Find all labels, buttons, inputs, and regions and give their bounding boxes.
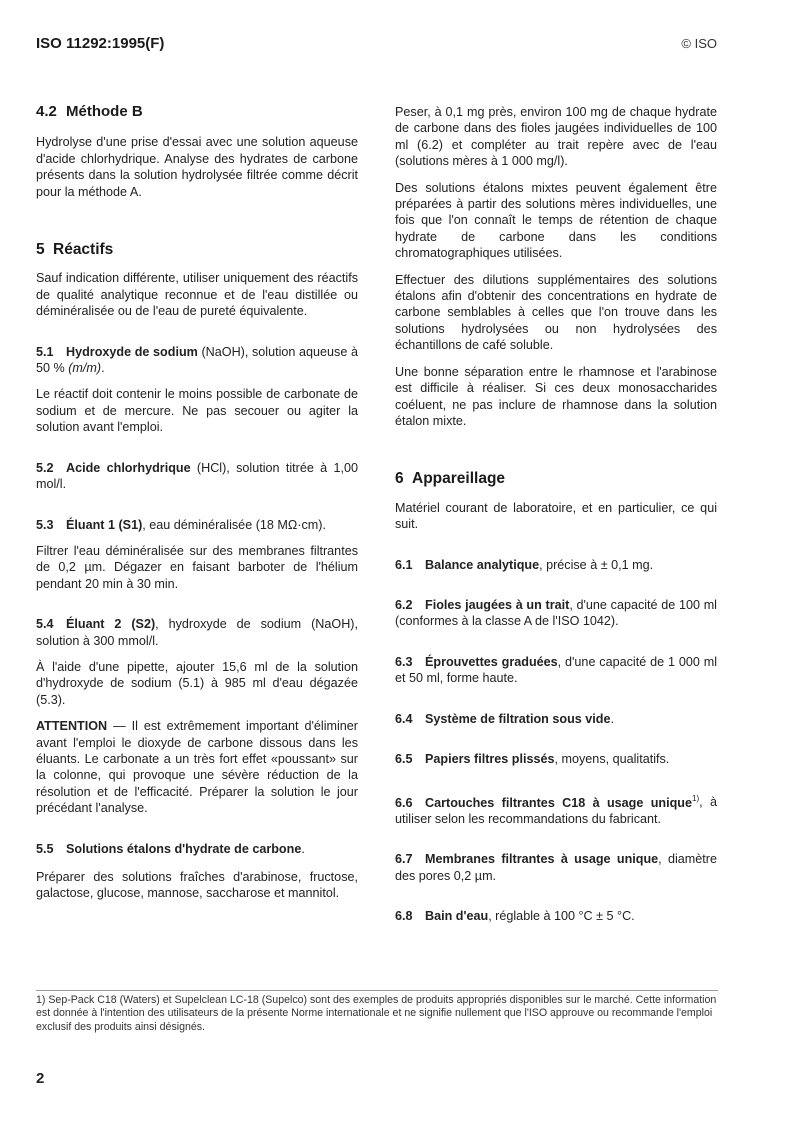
- clause-6-2: 6.2 Fioles jaugées à un trait, d'une capacité de 100 ml (conformes à la classe A de l'ISO 1042).: [395, 597, 717, 629]
- clause-6-3: 6.3 Éprouvettes graduées, d'une capacité de 1 000 ml et 50 ml, forme haute.: [395, 654, 717, 686]
- paragraph-5-4: À l'aide d'une pipette, ajouter 15,6 ml de la solution d'hydroxyde de sodium (5.1) à 985 ml d'eau dégazée (5.3).: [36, 659, 358, 707]
- clause-6-6: 6.6 Cartouches filtrantes C18 à usage unique$^{1)}$, à utiliser selon les recommandations du fabricant.: [395, 794, 717, 826]
- footnote-ref: 1): [692, 794, 700, 804]
- clause-5-4: 5.4 Éluant 2 (S2), hydroxyde de sodium (NaOH), solution à 300 mmol/l.: [36, 617, 358, 648]
- page-number: 2: [36, 1070, 45, 1087]
- paragraph-5-5-weigh: Peser, à 0,1 mg près, environ 100 mg de chaque hydrate de carbone dans des fioles jaugées individuelles de 100 ml (6.2) et compléter au trait repère avec de l'eau (solutions mères à 1 000 mg/l).: [395, 105, 717, 169]
- document-standard-id: ISO 11292:1995(F): [36, 35, 165, 52]
- paragraph-5-5: Préparer des solutions fraîches d'arabinose, fructose, galactose, glucose, mannose, saccharose et mannitol.: [36, 870, 358, 901]
- heading-4-2: 4.2 Méthode B: [36, 103, 143, 120]
- heading-6: 6 Appareillage: [395, 470, 506, 488]
- paragraph-5-1: Le réactif doit contenir le moins possible de carbonate de sodium et de mercure. Ne pas secouer ou agiter la solution avant l'emploi.: [36, 387, 358, 435]
- clause-5-3: 5.3 Éluant 1 (S1), eau déminéralisée (18 MΩ·cm).: [36, 517, 326, 532]
- paragraph-5-5-mixed: Des solutions étalons mixtes peuvent également être préparées à partir des solutions mères individuelles, une fois que l'on connaît le temps de rétention de chaque hydrate de carbone dans les conditions chromatographiques utilisées.: [395, 180, 717, 261]
- clause-6-4: 6.4 Système de filtration sous vide.: [395, 711, 614, 726]
- paragraph-6: Matériel courant de laboratoire, et en particulier, ce qui suit.: [395, 500, 717, 532]
- clause-6-5: 6.5 Papiers filtres plissés, moyens, qualitatifs.: [395, 751, 670, 766]
- clause-6-8: 6.8 Bain d'eau, réglable à 100 °C ± 5 °C.: [395, 909, 635, 924]
- right-column: [395, 104, 717, 925]
- paragraph-5-3: Filtrer l'eau déminéralisée sur des membranes filtrantes de 0,2 µm. Dégazer en faisant barboter de l'hélium pendant 20 min à 30 min.: [36, 543, 358, 591]
- paragraph-5-5-separation: Une bonne séparation entre le rhamnose et l'arabinose est difficile à réaliser. Si ces deux monosaccharides coéluent, ne pas inclure de rhamnose dans la solution étalon mixte.: [395, 364, 717, 428]
- footnote: 1) Sep-Pack C18 (Waters) et Supelclean LC-18 (Supelco) sont des exemples de produits appropriés disponibles sur le marché. Cette information est donnée à l'intention des utilisateurs de la présente Norme internationale et ne signifie nullement que l'ISO approuve ou recommande l'emploi exclusif des produits ainsi désignés.: [36, 990, 718, 1034]
- paragraph-5: Sauf indication différente, utiliser uniquement des réactifs de qualité analytique reconnue et de l'eau distillée ou déminéralisée ou de l'eau de pureté équivalente.: [36, 271, 358, 319]
- clause-6-1: 6.1 Balance analytique, précise à ± 0,1 mg.: [395, 557, 654, 572]
- left-column: [36, 104, 358, 902]
- clause-6-7: 6.7 Membranes filtrantes à usage unique, diamètre des pores 0,2 µm.: [395, 852, 717, 883]
- clause-5-1: 5.1 Hydroxyde de sodium (NaOH), solution aqueuse à 50 % (m/m).: [36, 344, 358, 376]
- paragraph-5-5-dilutions: Effectuer des dilutions supplémentaires des solutions étalons afin d'obtenir des concentrations en hydrate de carbone semblables à celles que l'on trouve dans les solutions hydrolysées ou non hydrolysées des échantillons de café soluble.: [395, 272, 717, 353]
- clause-5-2: 5.2 Acide chlorhydrique (HCl), solution titrée à 1,00 mol/l.: [36, 460, 358, 492]
- paragraph-4-2: Hydrolyse d'une prise d'essai avec une solution aqueuse d'acide chlorhydrique. Analyse des hydrates de carbone présents dans la solution hydrolysée filtrée comme décrit pour la méthode A.: [36, 135, 358, 199]
- clause-5-5: 5.5 Solutions étalons d'hydrate de carbone.: [36, 841, 305, 856]
- attention-note: ATTENTION — Il est extrêmement important d'éliminer avant l'emploi le dioxyde de carbone dissous dans les éluants. Le carbonate a un très fort effet «poussant» sur la colonne, qui provoque une sévère réduction de la résolution et de l'efficacité. Préparer la solution le jour précédant l'analyse.: [36, 719, 358, 816]
- copyright-mark: © ISO: [681, 36, 717, 51]
- heading-5: 5 Réactifs: [36, 241, 114, 259]
